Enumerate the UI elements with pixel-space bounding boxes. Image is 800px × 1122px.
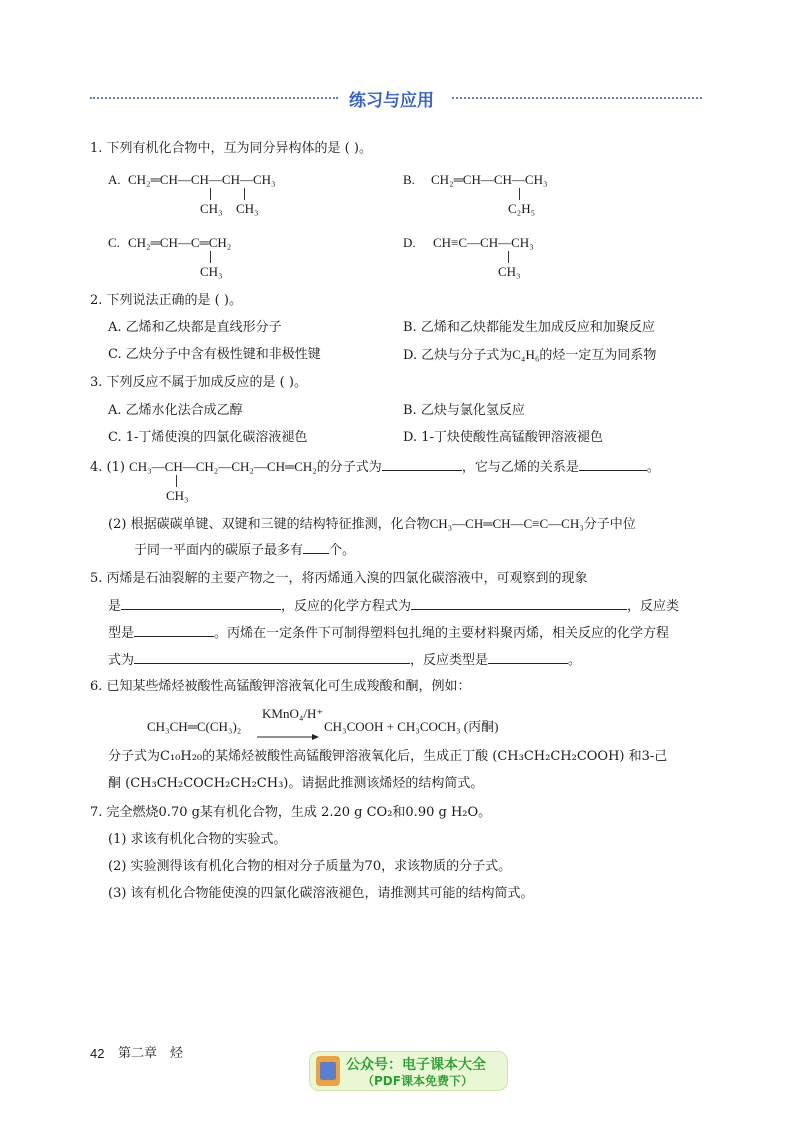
q7-part3: (3) 该有机化合物能使溴的四氯化碳溶液褪色，请推测其可能的结构简式。 — [108, 886, 534, 901]
q3-option-d: D. 1-丁炔使酸性高锰酸钾溶液褪色 — [403, 430, 603, 445]
q4-part1-end: 。 — [646, 460, 660, 475]
q1-option-a-bond-2 — [244, 188, 245, 200]
q3-option-c: C. 1-丁烯使溴的四氯化碳溶液褪色 — [108, 430, 308, 445]
section-title: 练习与应用 — [349, 91, 434, 111]
q4-part2-line2-b: 个。 — [329, 543, 356, 558]
q4-part2-label: (2) — [108, 517, 127, 532]
q6-line1: 6. 已知某些烯烃被酸性高锰酸钾溶液氧化可生成羧酸和酮，例如： — [90, 679, 471, 694]
q2-option-c: C. 乙炔分子中含有极性键和非极性键 — [108, 347, 321, 362]
q4-part2-text2: 分子中位 — [583, 517, 636, 532]
q4-part1-blank-formula — [382, 458, 462, 471]
q4-part2-line2-a: 于同一平面内的碳原子最多有 — [134, 543, 304, 558]
header-dotted-line-right — [452, 97, 702, 99]
q1-option-b-formula: CH₂═CH—CH—CH₃ — [431, 172, 548, 187]
q1-option-a-formula: CH₂═CH—CH—CH—CH₃ — [128, 172, 276, 187]
q2-option-d — [403, 346, 656, 365]
watermark-badge — [309, 1051, 508, 1091]
q2-option-d-post: 的烃一定互为同系物 — [539, 348, 657, 363]
book-icon — [316, 1056, 340, 1086]
q7-part2: (2) 实验测得该有机化合物的相对分子质量为70，求该物质的分子式。 — [108, 859, 512, 874]
q5-line2 — [108, 597, 679, 616]
q4-part1-text1: 的分子式为 — [316, 460, 382, 475]
q4-part1-bond — [176, 475, 177, 487]
q5-line4 — [108, 651, 581, 670]
q5-line4-a: 式为 — [108, 653, 135, 668]
q5-blank-phenomenon — [121, 597, 281, 610]
book-icon-cover — [320, 1062, 336, 1080]
watermark-line2: （PDF课本免费下） — [362, 1074, 473, 1088]
chapter-label: 第二章 — [118, 1046, 158, 1061]
q1-option-d-formula: CH≡C—CH—CH₃ — [433, 235, 534, 250]
q5-blank-type-1 — [134, 624, 214, 637]
q5-blank-type-2 — [488, 651, 568, 664]
q1-option-c-branch: CH₃ — [200, 264, 223, 279]
q1-option-a-bond-1 — [210, 188, 211, 200]
q6-reaction-arrow — [257, 726, 319, 734]
q1-option-b-branch: C₂H₅ — [508, 201, 536, 216]
q1-option-c-bond — [210, 251, 211, 263]
q5-line4-c: 。 — [568, 653, 582, 668]
q1-option-b-bond — [519, 188, 520, 200]
q1-option-a-branch-2: CH₃ — [236, 201, 259, 216]
q2-option-a: A. 乙烯和乙炔都是直线形分子 — [108, 320, 282, 335]
q5-line1: 5. 丙烯是石油裂解的主要产物之一，将丙烯通入溴的四氯化碳溶液中，可观察到的现象 — [90, 571, 588, 586]
watermark-line1: 公众号：电子课本大全 — [346, 1057, 486, 1073]
arrow-icon — [257, 733, 319, 741]
q6-line2: 分子式为C₁₀H₂₀的某烯烃被酸性高锰酸钾溶液氧化后，生成正丁酸 (CH₃CH₂CH₂COOH) 和3-己 — [108, 749, 668, 764]
q4-part1-label: 4. (1) — [90, 460, 125, 475]
q6-equation-left: CH₃CH═C(CH₃)₂ — [147, 719, 242, 734]
q4-part1-blank-relation — [579, 458, 647, 471]
q4-part1-formula: CH₃—CH—CH₂—CH₂—CH═CH₂ — [129, 459, 317, 474]
q1-option-a-label: A. — [108, 172, 121, 187]
q1-stem: 1. 下列有机化合物中，互为同分异构体的是 ( )。 — [90, 141, 372, 156]
chapter-title: 烃 — [170, 1046, 184, 1061]
q4-part2-text1: 根据碳碳单键、双键和三键的结构特征推测，化合物 — [130, 517, 430, 532]
q5-line3 — [108, 624, 669, 643]
q4-part1-text2: ，它与乙烯的关系是 — [461, 460, 579, 475]
q3-stem: 3. 下列反应不属于加成反应的是 ( )。 — [90, 375, 307, 390]
q7-part1: (1) 求该有机化合物的实验式。 — [108, 832, 287, 847]
q4-part2-formula: CH₃—CH═CH—C≡C—CH₃ — [429, 516, 584, 531]
q5-line2-b: ，反应的化学方程式为 — [281, 599, 412, 614]
q5-blank-equation-2 — [134, 651, 410, 664]
q1-option-d-label: D. — [403, 235, 416, 250]
q1-option-c-label: C. — [108, 235, 120, 250]
q5-line3-a: 型是 — [108, 626, 135, 641]
q4-part1-branch: CH₃ — [166, 488, 189, 503]
q2-option-d-formula: C₄H₆ — [512, 347, 540, 362]
q5-line2-c: ，反应类 — [627, 599, 680, 614]
q2-option-d-pre: D. 乙炔与分子式为 — [403, 348, 513, 363]
q1-option-b-label: B. — [403, 172, 415, 187]
q5-line3-b: 。丙烯在一定条件下可制得塑料包扎绳的主要材料聚丙烯，相关反应的化学方程 — [214, 626, 670, 641]
q5-line2-a: 是 — [108, 599, 122, 614]
q4-part2-line1 — [108, 515, 636, 534]
q3-option-b: B. 乙炔与氯化氢反应 — [403, 403, 525, 418]
q2-stem: 2. 下列说法正确的是 ( )。 — [90, 293, 242, 308]
q2-option-b: B. 乙烯和乙炔都能发生加成反应和加聚反应 — [403, 320, 655, 335]
q3-option-a: A. 乙烯水化法合成乙醇 — [108, 403, 243, 418]
q1-option-c-formula: CH₂═CH—C═CH₂ — [128, 235, 232, 250]
q6-equation-condition: KMnO₄/H⁺ — [262, 706, 324, 721]
q5-line4-b: ，反应类型是 — [410, 653, 489, 668]
q5-blank-equation-1 — [411, 597, 627, 610]
q4-part2-blank — [303, 541, 329, 554]
q6-equation-right: CH₃COOH + CH₃COCH₃ (丙酮) — [324, 719, 499, 734]
q1-option-d-bond — [508, 251, 509, 263]
q6-line3: 酮 (CH₃CH₂COCH₂CH₂CH₃)。请据此推测该烯烃的结构简式。 — [108, 776, 484, 791]
page-number: 42 — [90, 1046, 105, 1061]
q1-option-d-branch: CH₃ — [498, 264, 521, 279]
q1-option-a-branch-1: CH₃ — [200, 201, 223, 216]
q7-line1: 7. 完全燃烧0.70 g某有机化合物，生成 2.20 g CO₂和0.90 g H₂O。 — [90, 805, 492, 820]
header-dotted-line-left — [90, 97, 338, 99]
q4-part2-line2 — [134, 541, 355, 560]
